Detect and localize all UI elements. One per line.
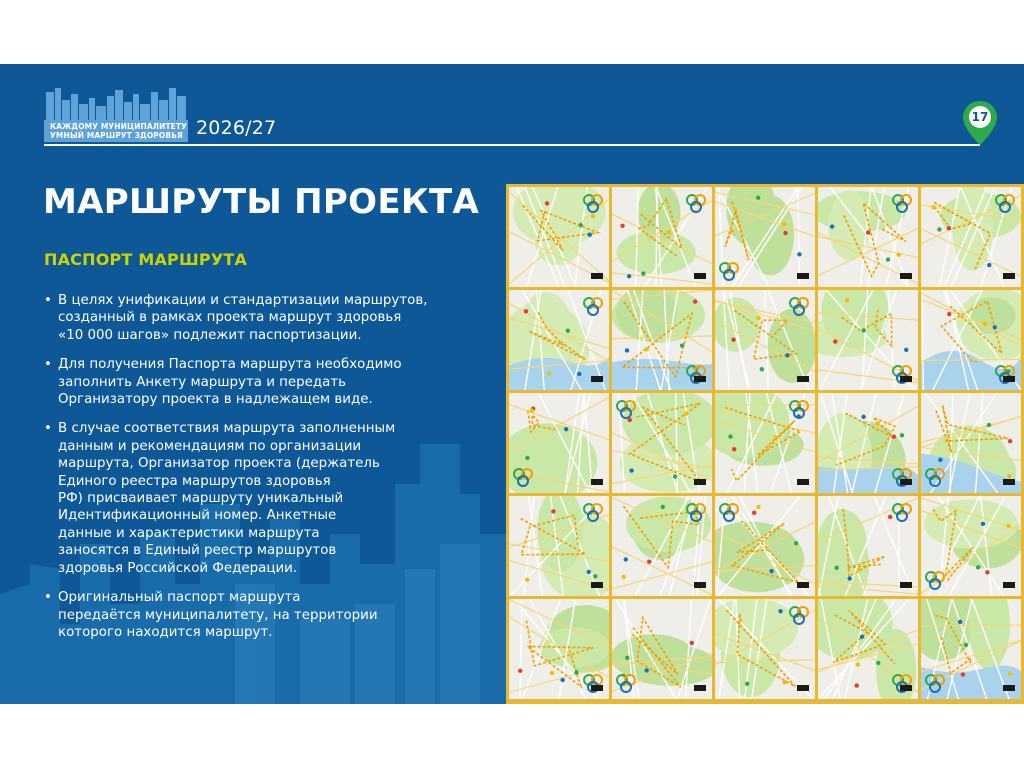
bullet-item: • В случае соответствия маршрута заполненным данным и рекомендациям по организации маршрута, Организатор проекта (держатель Единого реестра маршрутов здоровья РФ) присваивает маршруту уникальный Идентификационный номер. Анкетные данные и характеристики маршрута заносятся в Единый реестр маршрутов здоровья Российской Федерации. [44, 420, 464, 577]
slide [0, 64, 1024, 704]
route-map-tile [509, 290, 609, 390]
page-number: 17 [971, 110, 989, 124]
route-map-tile [612, 290, 712, 390]
route-map-tile [612, 599, 712, 699]
logo-line1: КАЖДОМУ МУНИЦИПАЛИТЕТУ [50, 122, 187, 131]
header-divider [44, 144, 980, 146]
section-subtitle: ПАСПОРТ МАРШРУТА [44, 250, 248, 269]
route-map-tile [509, 187, 609, 287]
route-map-tile [818, 187, 918, 287]
route-map-tile [921, 393, 1021, 493]
bullet-list [44, 292, 464, 653]
route-map-tile [509, 496, 609, 596]
bullet-item: • Для получения Паспорта маршрута необходимо заполнить Анкету маршрута и передать Организатору проекта в надлежащем виде. [44, 356, 464, 408]
route-map-tile [715, 187, 815, 287]
logo-line2: УМНЫЙ МАРШРУТ ЗДОРОВЬЯ [50, 131, 183, 140]
route-map-tile [612, 496, 712, 596]
route-map-tile [921, 599, 1021, 699]
route-maps-collage [506, 184, 1024, 704]
route-map-tile [715, 599, 815, 699]
route-map-tile [715, 393, 815, 493]
route-map-tile [509, 393, 609, 493]
route-map-tile [612, 393, 712, 493]
route-map-tile [921, 290, 1021, 390]
year-label: 2026/27 [196, 117, 277, 139]
route-map-tile [818, 290, 918, 390]
page-title: МАРШРУТЫ ПРОЕКТА [43, 182, 480, 222]
route-map-tile [715, 496, 815, 596]
route-map-tile [715, 290, 815, 390]
route-map-tile [818, 599, 918, 699]
route-map-tile [818, 496, 918, 596]
route-map-tile [921, 187, 1021, 287]
bullet-item: • В целях унификации и стандартизации маршрутов, созданный в рамках проекта маршрут здоровья «10 000 шагов» подлежит паспортизации. [44, 292, 464, 344]
route-map-tile [818, 393, 918, 493]
route-map-tile [612, 187, 712, 287]
route-map-tile [509, 599, 609, 699]
bullet-item: • Оригинальный паспорт маршрута передаётся муниципалитету, на территории которого находится маршрут. [44, 589, 464, 641]
route-map-tile [921, 496, 1021, 596]
